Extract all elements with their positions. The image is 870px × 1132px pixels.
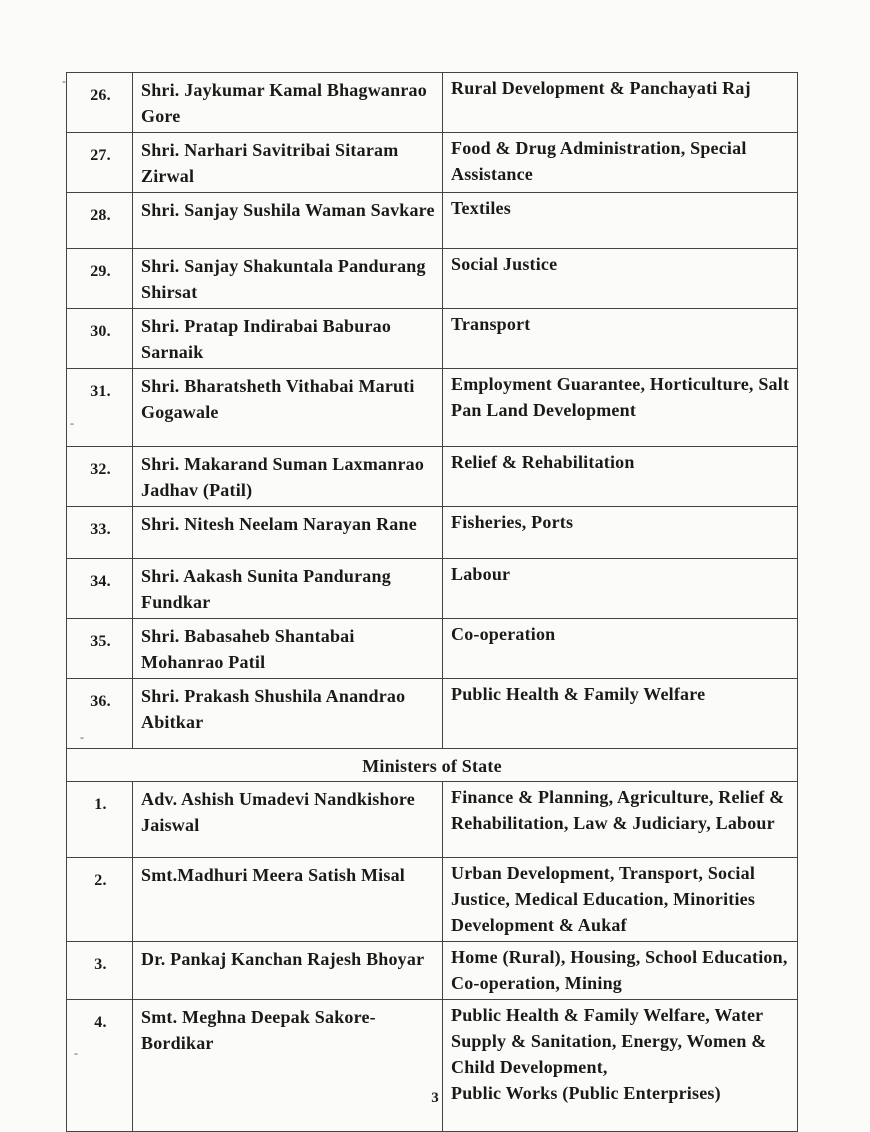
portfolio-text: Textiles [451, 198, 511, 218]
ministers-table-sheet [66, 72, 798, 1132]
table-row [67, 858, 798, 942]
portfolio-cell [443, 369, 798, 447]
minister-name: Shri. Aakash Sunita Pandurang Fundkar [133, 559, 443, 619]
table-row [67, 559, 798, 619]
minister-name: Adv. Ashish Umadevi Nandkishore Jaiswal [133, 782, 443, 858]
portfolio-text: Rural Development & Panchayati Raj [451, 78, 751, 98]
table-row [67, 782, 798, 858]
minister-name: Shri. Nitesh Neelam Narayan Rane [133, 507, 443, 559]
portfolio-cell [443, 559, 798, 619]
section-header-row [67, 749, 798, 782]
minister-name: Smt.Madhuri Meera Satish Misal [133, 858, 443, 942]
page-number: 3 [431, 1090, 439, 1106]
table-row [67, 619, 798, 679]
table-row [67, 447, 798, 507]
portfolio-text: Home (Rural), Housing, School Education, Co-operation, Mining [451, 947, 788, 993]
portfolio-cell [443, 309, 798, 369]
minister-name: Shri. Prakash Shushila Anandrao Abitkar [133, 679, 443, 749]
portfolio-text: Food & Drug Administration, Special Assistance [451, 138, 747, 184]
portfolio-cell [443, 507, 798, 559]
serial-number: 31. [67, 369, 133, 447]
table-row [67, 249, 798, 309]
serial-number: 32. [67, 447, 133, 507]
serial-number: 27. [67, 133, 133, 193]
table-row [67, 73, 798, 133]
serial-number: 33. [67, 507, 133, 559]
portfolio-cell [443, 619, 798, 679]
table-row [67, 1000, 798, 1132]
portfolio-text: Social Justice [451, 254, 558, 274]
margin-mark: ‐ [70, 416, 74, 430]
ministers-table [66, 72, 798, 1132]
portfolio-text: Relief & Rehabilitation [451, 452, 635, 472]
portfolio-cell [443, 249, 798, 309]
minister-name: Shri. Narhari Savitribai Sitaram Zirwal [133, 133, 443, 193]
portfolio-text: Finance & Planning, Agriculture, Relief & Rehabilitation, Law & Judiciary, Labour [451, 787, 785, 833]
serial-number: 26. [67, 73, 133, 133]
portfolio-text: Public Health & Family Welfare [451, 684, 706, 704]
serial-number: 28. [67, 193, 133, 249]
minister-name: Dr. Pankaj Kanchan Rajesh Bhoyar [133, 942, 443, 1000]
minister-name: Shri. Makarand Suman Laxmanrao Jadhav (Patil) [133, 447, 443, 507]
minister-name: Shri. Sanjay Shakuntala Pandurang Shirsat [133, 249, 443, 309]
portfolio-text: Public Works (Public Enterprises) [451, 1083, 721, 1103]
portfolio-cell [443, 73, 798, 133]
serial-number: 4. [67, 1000, 133, 1132]
portfolio-cell [443, 1000, 798, 1132]
table-row [67, 679, 798, 749]
serial-number: 29. [67, 249, 133, 309]
cabinet-ministers-body [67, 73, 798, 749]
portfolio-text: Public Health & Family Welfare, Water Supply & Sanitation, Energy, Women & Child Development, [451, 1005, 767, 1077]
ministers-of-state-body [67, 782, 798, 1132]
portfolio-cell [443, 679, 798, 749]
serial-number: 36. [67, 679, 133, 749]
portfolio-text: Co-operation [451, 624, 556, 644]
table-row [67, 193, 798, 249]
portfolio-cell [443, 193, 798, 249]
table-row [67, 309, 798, 369]
table-row [67, 507, 798, 559]
portfolio-text: Employment Guarantee, Horticulture, Salt Pan Land Development [451, 374, 790, 420]
portfolio-text: Labour [451, 564, 511, 584]
portfolio-cell [443, 782, 798, 858]
minister-name: Shri. Jaykumar Kamal Bhagwanrao Gore [133, 73, 443, 133]
minister-name: Shri. Sanjay Sushila Waman Savkare [133, 193, 443, 249]
table-row [67, 942, 798, 1000]
serial-number: 35. [67, 619, 133, 679]
portfolio-text: Fisheries, Ports [451, 512, 574, 532]
portfolio-text: Transport [451, 314, 531, 334]
serial-number: 3. [67, 942, 133, 1000]
portfolio-cell [443, 858, 798, 942]
serial-number: 34. [67, 559, 133, 619]
section-title: Ministers of State [67, 749, 798, 782]
minister-name: Shri. Bharatsheth Vithabai Maruti Gogawale [133, 369, 443, 447]
table-row [67, 369, 798, 447]
minister-name: Shri. Babasaheb Shantabai Mohanrao Patil [133, 619, 443, 679]
minister-name: Smt. Meghna Deepak Sakore-Bordikar [133, 1000, 443, 1132]
serial-number: 2. [67, 858, 133, 942]
margin-mark: ‐ [62, 74, 66, 88]
table-row [67, 133, 798, 193]
portfolio-text: Urban Development, Transport, Social Justice, Medical Education, Minorities Development & Aukaf [451, 863, 756, 935]
serial-number: 30. [67, 309, 133, 369]
portfolio-cell [443, 447, 798, 507]
margin-mark: ‐ [74, 1046, 78, 1060]
portfolio-cell [443, 942, 798, 1000]
serial-number: 1. [67, 782, 133, 858]
margin-mark: ‐ [80, 730, 84, 744]
minister-name: Shri. Pratap Indirabai Baburao Sarnaik [133, 309, 443, 369]
portfolio-cell [443, 133, 798, 193]
